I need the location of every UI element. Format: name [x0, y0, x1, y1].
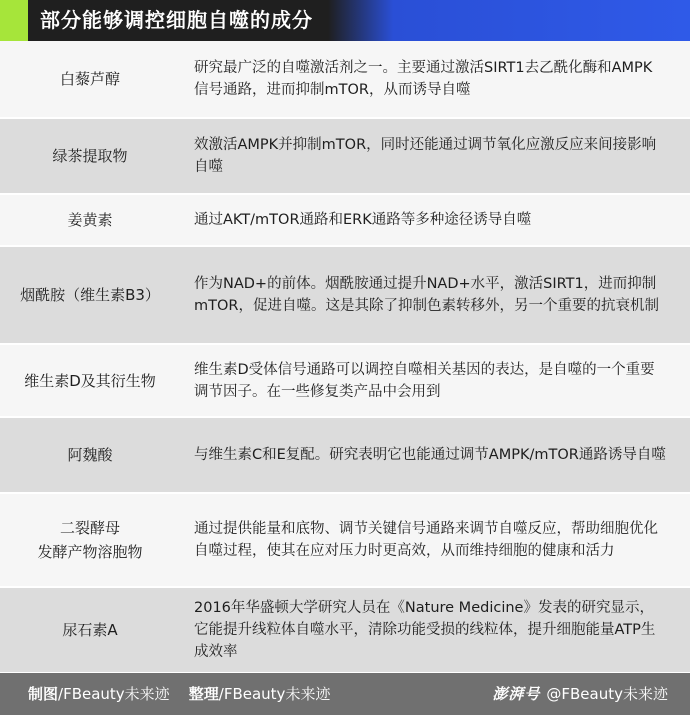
table-row: [0, 343, 690, 416]
edited-by-value: /FBeauty未来迹: [218, 685, 331, 703]
platform-logo: 澎湃号: [492, 685, 541, 703]
ingredient-name-cell: [0, 41, 180, 117]
ingredient-desc-cell: [180, 588, 690, 672]
ingredient-desc-cell: [180, 195, 690, 245]
account-handle: @FBeauty未来迹: [546, 685, 668, 703]
ingredient-desc-cell: [180, 247, 690, 343]
banner-accent-green: [0, 0, 28, 41]
ingredient-desc-cell: [180, 418, 690, 492]
ingredient-description: 通过提供能量和底物、调节关键信号通路来调节自噬反应，帮助细胞优化自噬过程，使其在应对压力时更高效，从而维持细胞的健康和活力: [194, 521, 658, 559]
ingredient-description: 作为NAD+的前体。烟酰胺通过提升NAD+水平，激活SIRT1，进而抑制mTOR，促进自噬。这是其除了抑制色素转移外，另一个重要的抗衰机制: [194, 276, 659, 314]
ingredient-desc-cell: [180, 345, 690, 416]
ingredient-description: 研究最广泛的自噬激活剂之一。主要通过激活SIRT1去乙酰化酶和AMPK信号通路，进而抑制mTOR，从而诱导自噬: [194, 60, 653, 98]
ingredient-name: 阿魏酸: [67, 446, 113, 464]
made-by-value: /FBeauty未来迹: [58, 685, 170, 703]
ingredient-description: 维生素D受体信号通路可以调控自噬相关基因的表达，是自噬的一个重要调节因子。在一些修复类产品中会用到: [194, 361, 655, 400]
ingredient-name: 绿茶提取物: [52, 147, 128, 165]
table-row: [0, 41, 690, 117]
ingredient-name: 白藜芦醇: [59, 70, 120, 88]
ingredient-name-cell: [0, 588, 180, 672]
ingredient-description: 通过AKT/mTOR通路和ERK通路等多种途径诱导自噬: [194, 212, 532, 228]
banner-blue-band: [328, 0, 690, 41]
table-row: [0, 193, 690, 245]
watermark: [492, 673, 668, 715]
ingredient-name-cell: [0, 345, 180, 416]
table-row: [0, 117, 690, 193]
table-row: [0, 586, 690, 672]
table-row: [0, 416, 690, 492]
ingredient-table: [0, 41, 690, 672]
ingredient-description: 2016年华盛顿大学研究人员在《Nature Medicine》发表的研究显示，它能提升线粒体自噬水平，清除功能受损的线粒体，提升细胞能量ATP生成效率: [194, 600, 656, 660]
ingredient-name-cell: [0, 247, 180, 343]
ingredient-name-line-1: 二裂酵母: [59, 519, 120, 537]
ingredient-desc-cell: [180, 119, 690, 193]
ingredient-desc-cell: [180, 41, 690, 117]
ingredient-name-cell: [0, 195, 180, 245]
ingredient-name-cell: [0, 119, 180, 193]
credits-text: [28, 673, 330, 715]
ingredient-name: 维生素D及其衍生物: [24, 371, 156, 390]
table-row: [0, 492, 690, 586]
ingredient-desc-cell: [180, 494, 690, 586]
ingredient-name-cell: [0, 418, 180, 492]
page-title: 部分能够调控细胞自噬的成分: [40, 8, 313, 32]
ingredient-name: 姜黄素: [67, 211, 113, 229]
made-by-label: 制图: [28, 685, 59, 703]
ingredient-name-cell: [0, 494, 180, 586]
title-banner: [0, 0, 690, 41]
table-row: [0, 245, 690, 343]
ingredient-name: 尿石素A: [62, 621, 118, 639]
edited-by-label: 整理: [188, 685, 219, 703]
ingredient-name-line-2: 发酵产物溶胞物: [37, 543, 143, 561]
ingredient-name: 烟酰胺（维生素B3）: [20, 286, 160, 304]
credits-footer: [0, 673, 690, 715]
ingredient-description: 与维生素C和E复配。研究表明它也能通过调节AMPK/mTOR通路诱导自噬: [194, 447, 666, 463]
ingredient-description: 效激活AMPK并抑制mTOR，同时还能通过调节氧化应激反应来间接影响自噬: [194, 137, 657, 175]
